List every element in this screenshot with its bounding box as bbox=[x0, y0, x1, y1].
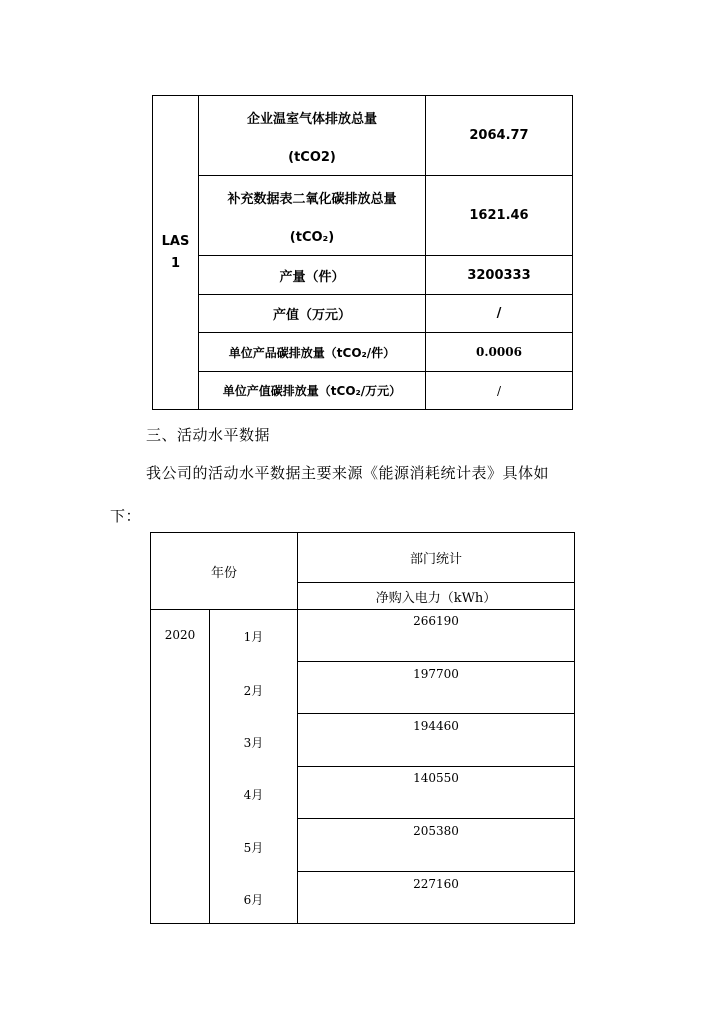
row-label-unit-product-emission: 单位产品碳排放量（tCO₂/件） bbox=[228, 345, 396, 360]
row-value-co2-total: 1621.46 bbox=[469, 208, 529, 223]
row-value-unit-product-emission: 0.0006 bbox=[476, 345, 522, 359]
row-label-co2-total: 补充数据表二氧化碳排放总量 bbox=[227, 192, 397, 207]
month-label: 5月 bbox=[243, 841, 264, 855]
kwh-value: 140550 bbox=[413, 771, 459, 785]
section-heading: 三、活动水平数据 bbox=[146, 426, 271, 444]
row-label-total-ghg: 企业温室气体排放总量 bbox=[246, 112, 377, 127]
kwh-value: 194460 bbox=[413, 719, 459, 733]
kwh-value: 266190 bbox=[413, 614, 459, 628]
month-label: 1月 bbox=[243, 630, 264, 644]
month-label: 3月 bbox=[243, 736, 264, 750]
header-metric: 净购入电力（kWh） bbox=[375, 590, 497, 606]
paragraph-line-1: 我公司的活动水平数据主要来源《能源消耗统计表》具体如 bbox=[146, 464, 550, 482]
row-value-output: 3200333 bbox=[467, 267, 531, 283]
row-label-output-value: 产值（万元） bbox=[272, 308, 351, 323]
month-label: 2月 bbox=[243, 684, 264, 698]
year-cell: 2020 bbox=[164, 628, 196, 642]
row-unit-co2-total: (tCO₂) bbox=[289, 230, 335, 245]
month-label: 6月 bbox=[243, 893, 264, 907]
kwh-value: 205380 bbox=[413, 824, 459, 838]
row-label-output: 产量（件） bbox=[279, 269, 345, 285]
header-year: 年份 bbox=[210, 565, 237, 581]
row-label-unit-value-emission: 单位产值碳排放量（tCO₂/万元） bbox=[222, 384, 402, 398]
kwh-value: 227160 bbox=[413, 877, 459, 891]
row-value-total-ghg: 2064.77 bbox=[469, 128, 529, 143]
row-unit-total-ghg: (tCO2) bbox=[288, 150, 336, 165]
group-label-las1: LAS 1 bbox=[161, 233, 190, 271]
row-value-output-value: / bbox=[496, 306, 502, 321]
row-value-unit-value-emission: / bbox=[496, 383, 502, 398]
header-dept: 部门统计 bbox=[409, 552, 462, 567]
paragraph-line-2: 下： bbox=[110, 507, 142, 525]
month-label: 4月 bbox=[243, 788, 264, 802]
kwh-value: 197700 bbox=[413, 667, 459, 681]
